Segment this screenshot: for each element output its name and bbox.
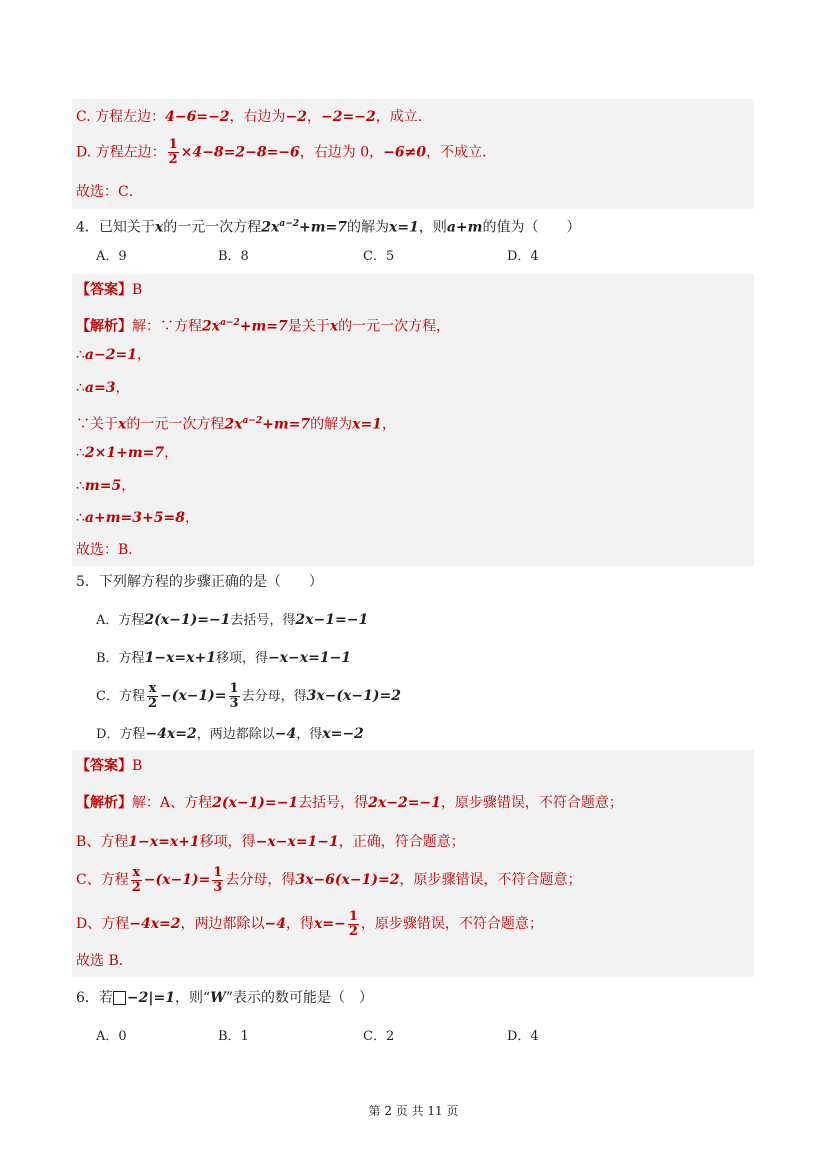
q4-option-d[interactable]: D．4 [507,249,539,264]
q5-answer: 【答案】B [76,758,143,774]
q4-analysis-line-3: ∴a=3， [76,380,130,396]
q5-option-d[interactable]: D．方程−4x=2，两边都除以−4，得x=−2 [96,726,364,742]
q3-option-c-check: C. 方程左边：4−6=−2，右边为−2，−2=−2，成立． [76,109,432,125]
q6-stem: 6．若 −2|=1，则“W”表示的数可能是（ ） [76,990,374,1006]
q4-analysis-line-4: ∵关于x的一元一次方程$2x^{a-2}+m=7$的解为x=1， [76,416,396,433]
q6-option-b[interactable]: B．1 [218,1029,249,1044]
page-footer: 第 2 页 共 11 页 [368,1104,459,1118]
q4-analysis-line-1: 【解析】解：∵方程$2x^{a-2}+m=7$是关于x的一元一次方程， [76,318,451,335]
q5-option-c[interactable]: C．方程 $\frac{x}{2}$ −(x−1)= $\frac{1}{3}$ 去分母，得3x−(x−1)=2 [96,681,401,711]
q5-option-b[interactable]: B．方程1−x=x+1移项，得−x−x=1−1 [96,650,352,666]
q5-option-a[interactable]: A．方程2(x−1)=−1去括号，得2x−1=−1 [96,612,369,628]
q6-option-c[interactable]: C．2 [363,1029,395,1044]
q5-choose: 故选 B． [76,953,133,969]
q4-analysis-line-7: ∴a+m=3+5=8， [76,510,199,526]
q3-choose: 故选：C． [76,184,143,200]
q5-analysis-line-4: D、方程−4x=2，两边都除以−4，得x=− $\frac{1}{2}$ ，原步骤错误，不符合题意； [76,908,543,939]
q4-analysis-line-5: ∴2×1+m=7， [76,445,179,461]
q5-stem: 5．下列解方程的步骤正确的是（ ） [76,574,323,590]
q4-analysis-line-2: ∴a−2=1， [76,347,151,363]
q5-analysis-line-3: C、方程 $\frac{x}{2}$ −(x−1)= $\frac{1}{3}$ 去分母，得3x−6(x−1)=2，原步骤错误，不符合题意； [76,864,582,895]
q5-analysis-line-1: 【解析】解：A、方程2(x−1)=−1去括号，得2x−2=−1，原步骤错误，不符合题意； [76,795,623,811]
placeholder-box-icon [113,991,126,1005]
q4-option-c[interactable]: C．5 [363,249,395,264]
q4-analysis-line-6: ∴m=5， [76,478,136,494]
q4-option-a[interactable]: A．9 [96,249,127,264]
q4-answer: 【答案】B [76,282,143,298]
q5-analysis-line-2: B、方程1−x=x+1移项，得−x−x=1−1，正确，符合题意； [76,834,465,850]
q4-choose: 故选：B． [76,542,143,558]
q4-stem: 4．已知关于x的一元一次方程$2x^{a-2}+m=7$的解为x=1，则a+m的值为（ ） [76,219,581,236]
q6-option-a[interactable]: A．0 [96,1029,127,1044]
q4-option-b[interactable]: B．8 [218,249,249,264]
q3-option-d-check: D. 方程左边： $\frac{1}{2}$ ×4−8=2−8=−6，右边为 0，−6≠0，不成立． [76,137,497,167]
q6-option-d[interactable]: D．4 [507,1029,539,1044]
